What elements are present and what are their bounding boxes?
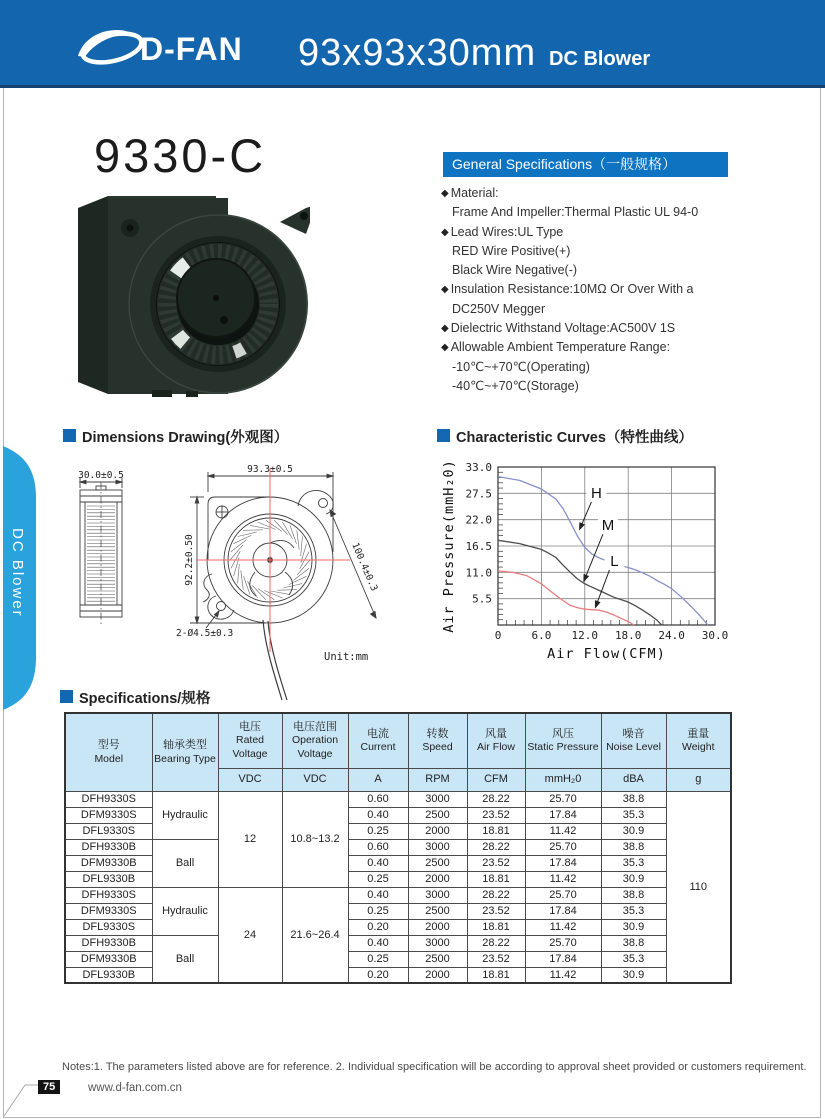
spec-cell: 35.3	[601, 903, 666, 919]
svg-text:18.0: 18.0	[614, 629, 642, 642]
unit-header: mmH₂0	[525, 768, 601, 791]
dim-diagonal: 100.4±0.3	[349, 541, 380, 593]
svg-text:30.0: 30.0	[701, 629, 729, 642]
spec-cell: DFM9330B	[65, 951, 152, 967]
spec-cell: 10.8~13.2	[282, 791, 348, 887]
spec-cell: 3000	[408, 935, 467, 951]
table-row	[65, 839, 731, 855]
spec-cell: DFM9330S	[65, 903, 152, 919]
general-specs-title: General Specifications（一般规格）	[443, 152, 728, 177]
spec-cell: Hydraulic	[152, 887, 218, 935]
spec-cell: 38.8	[601, 935, 666, 951]
table-row	[65, 791, 731, 807]
spec-cell: DFM9330B	[65, 855, 152, 871]
spec-cell: DFM9330S	[65, 807, 152, 823]
product-size: 93x93x30mm	[298, 32, 537, 74]
spec-cell: 3000	[408, 839, 467, 855]
spec-cell: DFH9330S	[65, 887, 152, 903]
spec-cell: 30.9	[601, 919, 666, 935]
spec-cell: 110	[666, 791, 731, 983]
svg-text:Air Pressure(mmH₂0): Air Pressure(mmH₂0)	[441, 459, 457, 633]
spec-cell: 35.3	[601, 855, 666, 871]
corner-fold-line	[0, 1070, 120, 1119]
product-photo	[66, 186, 310, 420]
diamond-bullet-icon: ◆	[441, 342, 449, 354]
spec-cell: 0.25	[348, 903, 408, 919]
column-header: 电流 Current	[348, 713, 408, 768]
diamond-bullet-icon: ◆	[441, 284, 449, 296]
svg-text:H: H	[590, 485, 602, 503]
spec-cell: 38.8	[601, 791, 666, 807]
dim-front-width: 93.3±0.5	[247, 464, 293, 475]
svg-text:5.5: 5.5	[472, 592, 492, 606]
spec-cell: 12	[218, 791, 282, 887]
spec-cell: 0.40	[348, 855, 408, 871]
spec-cell: 0.20	[348, 967, 408, 983]
unit-header: A	[348, 768, 408, 791]
spec-cell: 11.42	[525, 823, 601, 839]
spec-cell: 0.40	[348, 807, 408, 823]
spec-line: Black Wire Negative(-)	[452, 263, 578, 278]
svg-text:11.0: 11.0	[465, 566, 492, 580]
svg-text:24.0: 24.0	[658, 629, 685, 642]
spec-cell: 25.70	[525, 791, 601, 807]
column-header: 重量 Weight	[666, 713, 731, 768]
unit-header: dBA	[601, 768, 666, 791]
spec-cell: 3000	[408, 791, 467, 807]
section-bullet-icon	[437, 429, 450, 442]
spec-line: RED Wire Positive(+)	[452, 243, 571, 258]
spec-cell: DFL9330B	[65, 967, 152, 983]
model-title: 9330-C	[94, 129, 267, 182]
header-bar	[0, 0, 825, 88]
spec-cell: 38.8	[601, 839, 666, 855]
spec-cell: 2000	[408, 919, 467, 935]
spec-cell: 0.20	[348, 919, 408, 935]
dimensions-section-title: Dimensions Drawing(外观图）	[82, 430, 289, 446]
spec-cell: 0.40	[348, 935, 408, 951]
spec-cell: DFL9330S	[65, 919, 152, 935]
svg-text:27.5: 27.5	[465, 487, 492, 501]
notes-text: Notes:1. The parameters listed above are for reference. 2. Individual specification will be according to approval sheet provided or customers requirement.	[62, 1061, 807, 1073]
spec-cell: 2500	[408, 855, 467, 871]
spec-cell: 11.42	[525, 919, 601, 935]
column-header: 电压范围 Operation Voltage	[282, 713, 348, 768]
spec-cell: Ball	[152, 935, 218, 983]
spec-line: Frame And Impeller:Thermal Plastic UL 94-0	[452, 205, 699, 220]
spec-cell: 2000	[408, 967, 467, 983]
spec-line: ◆ Insulation Resistance:10MΩ Or Over With a	[441, 282, 694, 297]
unit-header: RPM	[408, 768, 467, 791]
general-specs-list	[441, 184, 817, 396]
spec-line: DC250V Megger	[452, 301, 546, 316]
spec-cell: 0.25	[348, 823, 408, 839]
column-header: 型号 Model	[65, 713, 152, 791]
svg-text:0: 0	[494, 629, 502, 642]
spec-line: -10℃~+70℃(Operating)	[452, 359, 590, 374]
spec-cell: 21.6~26.4	[282, 887, 348, 983]
spec-cell: 18.81	[467, 919, 525, 935]
table-row	[65, 887, 731, 903]
spec-cell: 0.25	[348, 951, 408, 967]
spec-cell: 28.22	[467, 839, 525, 855]
svg-text:16.5: 16.5	[465, 540, 492, 553]
spec-cell: 2000	[408, 871, 467, 887]
brand-name: D-FAN	[140, 31, 243, 67]
spec-cell: 24	[218, 887, 282, 983]
table-header	[65, 713, 731, 791]
diamond-bullet-icon: ◆	[441, 226, 449, 238]
spec-cell: Ball	[152, 839, 218, 887]
spec-cell: 2500	[408, 951, 467, 967]
spec-cell: Hydraulic	[152, 791, 218, 839]
spec-cell: DFL9330S	[65, 823, 152, 839]
spec-cell: 25.70	[525, 839, 601, 855]
product-category: DC Blower	[549, 48, 651, 70]
dim-holes: 2-Ø4.5±0.3	[176, 628, 234, 639]
spec-cell: 28.22	[467, 791, 525, 807]
spec-cell: 25.70	[525, 887, 601, 903]
table-row	[65, 935, 731, 951]
spec-cell: 0.25	[348, 871, 408, 887]
spec-cell: 11.42	[525, 871, 601, 887]
spec-cell: 2500	[408, 807, 467, 823]
unit-header: VDC	[282, 768, 348, 791]
spec-line: ◆ Dielectric Withstand Voltage:AC500V 1S	[441, 321, 676, 336]
spec-cell: 30.9	[601, 967, 666, 983]
column-header: 转数 Speed	[408, 713, 467, 768]
spec-cell: 23.52	[467, 951, 525, 967]
table-body	[65, 791, 731, 983]
diamond-bullet-icon: ◆	[441, 323, 449, 335]
svg-text:6.0: 6.0	[531, 629, 552, 642]
specs-section-title: Specifications/规格	[79, 691, 211, 707]
column-header: 风压 Static Pressure	[525, 713, 601, 768]
spec-cell: DFH9330B	[65, 935, 152, 951]
spec-cell: 17.84	[525, 951, 601, 967]
svg-text:22.0: 22.0	[465, 513, 492, 527]
spec-cell: 0.60	[348, 839, 408, 855]
spec-cell: 17.84	[525, 903, 601, 919]
spec-cell: DFL9330B	[65, 871, 152, 887]
spec-cell: DFH9330B	[65, 839, 152, 855]
spec-cell: 30.9	[601, 871, 666, 887]
spec-cell: 17.84	[525, 807, 601, 823]
spec-cell: 11.42	[525, 967, 601, 983]
spec-cell: 23.52	[467, 807, 525, 823]
column-header: 电压 Rated Voltage	[218, 713, 282, 768]
page-number: 75	[38, 1080, 60, 1094]
spec-line: -40℃~+70℃(Storage)	[452, 378, 579, 393]
svg-text:Air Flow(CFM): Air Flow(CFM)	[547, 646, 666, 662]
brand-logo	[76, 22, 336, 70]
dimensions-drawing	[58, 448, 438, 710]
spec-line: ◆ Lead Wires:UL Type	[441, 224, 564, 239]
spec-cell: 18.81	[467, 967, 525, 983]
spec-cell: 0.40	[348, 887, 408, 903]
specifications-table	[64, 712, 732, 984]
spec-cell: 30.9	[601, 823, 666, 839]
spec-cell: 2500	[408, 903, 467, 919]
website-url: www.d-fan.com.cn	[88, 1082, 182, 1094]
spec-cell: 17.84	[525, 855, 601, 871]
dim-side-width: 30.0±0.5	[78, 470, 124, 481]
sidebar-tab-label: DC Blower	[9, 528, 26, 618]
spec-cell: 23.52	[467, 903, 525, 919]
column-header: 轴承类型 Bearing Type	[152, 713, 218, 791]
column-header: 噪音 Noise Level	[601, 713, 666, 768]
unit-header: VDC	[218, 768, 282, 791]
spec-line: ◆ Material:	[441, 186, 499, 200]
spec-cell: 23.52	[467, 855, 525, 871]
column-header: 风量 Air Flow	[467, 713, 525, 768]
spec-cell: 35.3	[601, 951, 666, 967]
fan-swoosh-icon	[78, 29, 144, 68]
spec-cell: 28.22	[467, 935, 525, 951]
spec-cell: 3000	[408, 887, 467, 903]
svg-text:L: L	[610, 553, 619, 571]
unit-header: g	[666, 768, 731, 791]
spec-line: ◆ Allowable Ambient Temperature Range:	[441, 340, 671, 355]
spec-cell: 25.70	[525, 935, 601, 951]
spec-cell: 38.8	[601, 887, 666, 903]
spec-cell: DFH9330S	[65, 791, 152, 807]
spec-cell: 2000	[408, 823, 467, 839]
svg-text:33.0: 33.0	[465, 461, 492, 474]
dim-front-height: 92.2±0.50	[184, 534, 195, 586]
dim-unit: Unit:mm	[324, 651, 369, 663]
spec-cell: 18.81	[467, 823, 525, 839]
diamond-bullet-icon: ◆	[441, 188, 449, 199]
svg-text:12.0: 12.0	[571, 629, 599, 642]
spec-cell: 0.60	[348, 791, 408, 807]
section-bullet-icon	[63, 429, 76, 442]
spec-cell: 18.81	[467, 871, 525, 887]
unit-header: CFM	[467, 768, 525, 791]
spec-cell: 35.3	[601, 807, 666, 823]
svg-text:M: M	[601, 517, 615, 535]
characteristic-curves-chart	[437, 450, 822, 675]
spec-cell: 28.22	[467, 887, 525, 903]
curves-section-title: Characteristic Curves（特性曲线）	[456, 430, 693, 446]
